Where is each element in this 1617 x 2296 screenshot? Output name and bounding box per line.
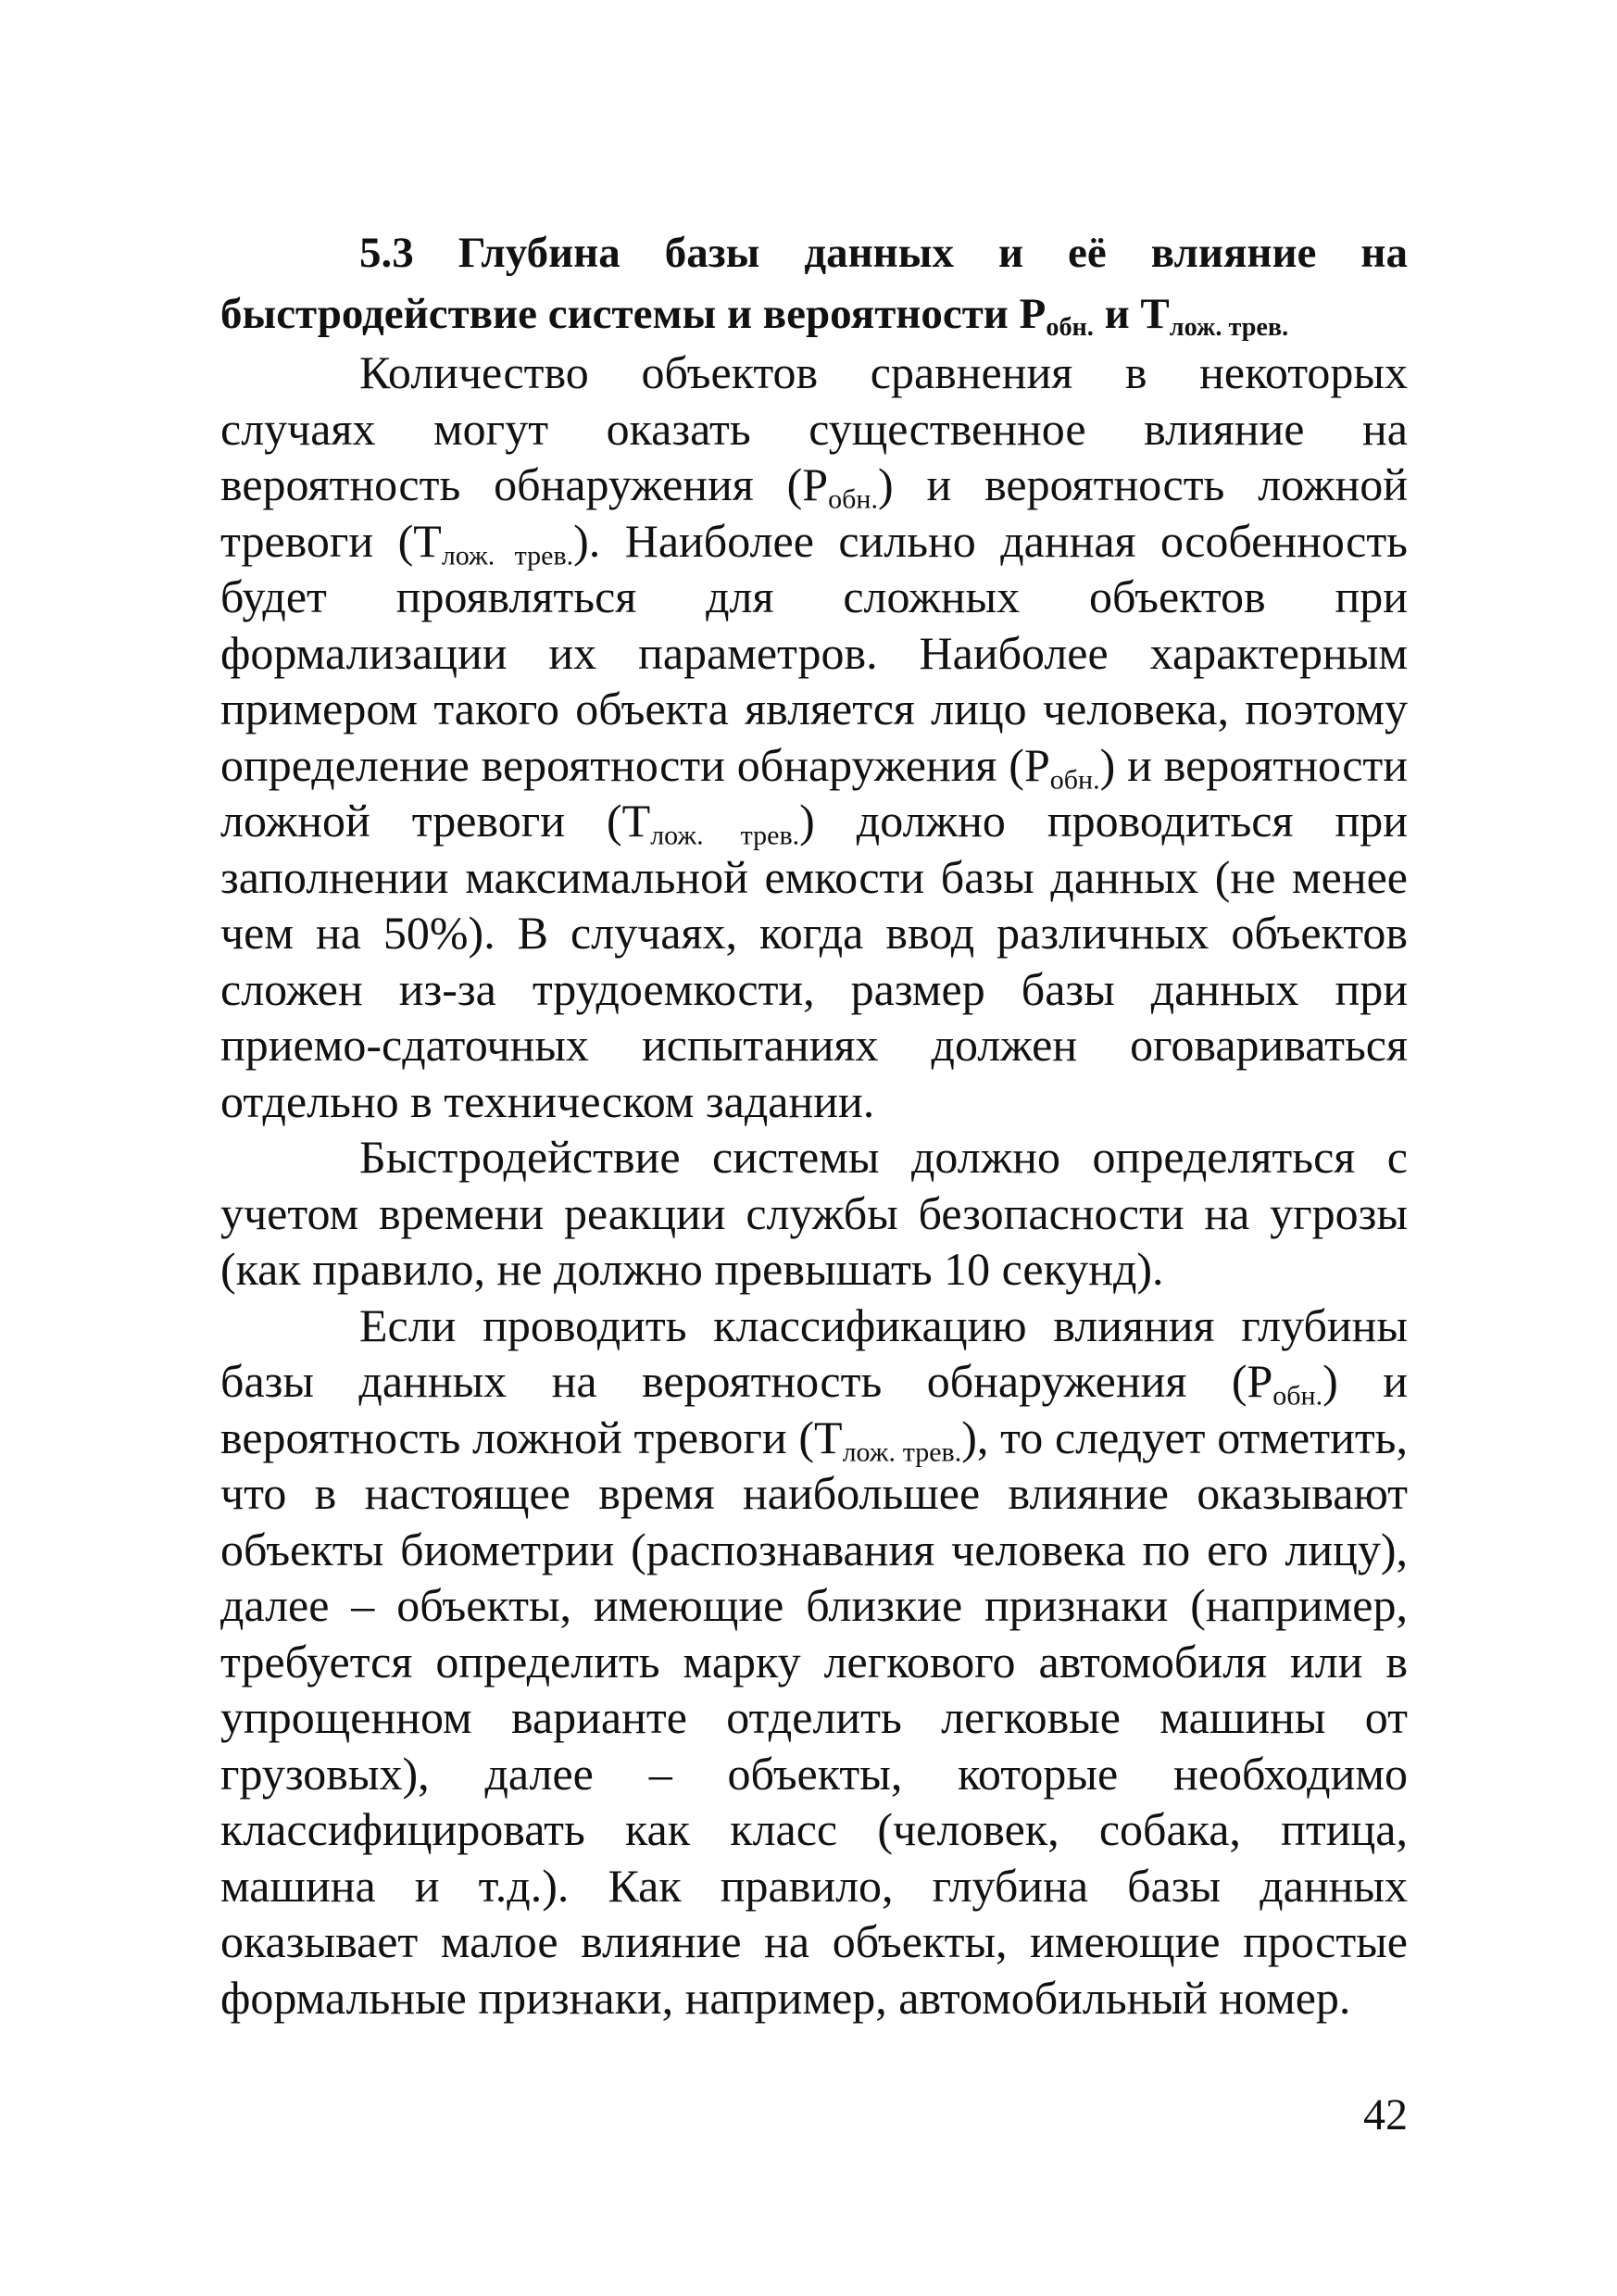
heading-text-mid: и T — [1093, 290, 1170, 338]
paragraph-text: Количество объектов сравнения в некоторых случаях могут оказать существенное влияние на вероятность обнаружения (P — [220, 346, 1408, 510]
paragraph-text: ), то следует отметить, что в настоящее время наибольшее влияние оказывают объекты биометрии (распознавания человека по его лицу), далее – объекты, имеющие близкие признаки (например, требуется определить марку легкового автомобиля или в упрощенном варианте отделить легковые машины от грузовых), далее – объекты, которые необходимо классифицировать как класс (человек, собака, птица, машина и т.д.). Как правило, глубина базы данных оказывает малое влияние на объекты, имеющие простые формальные признаки, например, автомобильный номер. — [220, 1411, 1408, 2024]
paragraph-text: ) и вероятность ложной тревоги (T — [220, 458, 1408, 567]
paragraph-text: Если проводить классификацию влияния глубины базы данных на вероятность обнаружения (P — [220, 1299, 1408, 1407]
paragraph-1 — [220, 345, 1408, 1129]
heading-subscript-t: лож. трев. — [1169, 312, 1289, 342]
subscript: лож. трев. — [650, 820, 800, 851]
paragraph-text: ) и вероятности ложной тревоги (T — [220, 738, 1409, 847]
paragraph-text: ) должно проводиться при заполнении максимальной емкости базы данных (не менее чем на 50%). В случаях, когда ввод различных объектов сложен из-за трудоемкости, размер базы данных при приемо-сдаточных испытаниях должен оговариваться отдельно в техническом задании. — [220, 795, 1408, 1127]
paragraph-text: ) и вероятность ложной тревоги (T — [220, 1355, 1408, 1463]
heading-text: 5.3 Глубина базы данных и её влияние на быстродействие системы и вероятности P — [220, 229, 1408, 338]
subscript: лож. трев. — [441, 539, 574, 571]
subscript: обн. — [828, 483, 878, 515]
paragraph-text: ). Наиболее сильно данная особенность будет проявляться для сложных объектов при формализации их параметров. Наиболее характерным примером такого объекта является лицо человека, поэтому определение вероятности обнаружения (P — [220, 514, 1408, 791]
subscript: обн. — [1272, 1380, 1323, 1411]
section-heading — [220, 222, 1408, 345]
subscript: обн. — [1049, 763, 1100, 795]
subscript: лож. трев. — [842, 1436, 962, 1467]
page-body — [220, 222, 1408, 2026]
heading-subscript-p: обн. — [1046, 312, 1094, 342]
paragraph-3 — [220, 1298, 1408, 2026]
paragraph-2: Быстродействие системы должно определяться с учетом времени реакции службы безопасности на угрозы (как правило, не должно превышать 10 секунд). — [220, 1131, 1408, 1295]
page-number: 42 — [1363, 2090, 1408, 2139]
